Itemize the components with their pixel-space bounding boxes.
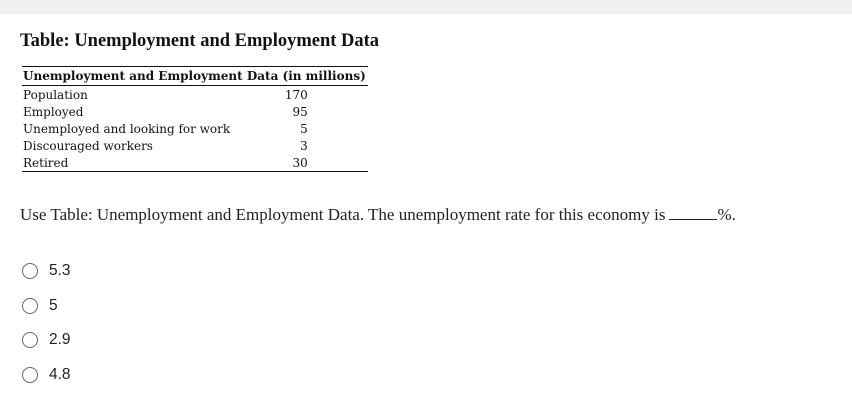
row-value: 95 xyxy=(292,104,308,119)
row-label: Unemployed and looking for work xyxy=(23,121,231,136)
row-value: 3 xyxy=(300,138,308,153)
row-label: Population xyxy=(23,87,88,102)
row-value: 30 xyxy=(269,154,368,172)
row-value: 170 xyxy=(284,87,308,102)
row-label: Retired xyxy=(22,154,269,172)
radio-button[interactable] xyxy=(22,367,38,383)
table-row xyxy=(22,86,368,104)
question-body: Use Table: Unemployment and Employment Data. The unemployment rate for this economy is xyxy=(20,205,666,224)
radio-button[interactable] xyxy=(22,263,38,279)
option-label: 4.8 xyxy=(49,365,71,383)
option-1[interactable] xyxy=(22,258,71,284)
row-label: Employed xyxy=(23,104,84,119)
table-row xyxy=(22,154,368,172)
question-text xyxy=(20,205,736,225)
top-bar xyxy=(0,0,852,14)
table-row xyxy=(22,120,368,137)
answer-blank xyxy=(669,205,717,220)
page-title: Table: Unemployment and Employment Data xyxy=(20,31,380,51)
option-4[interactable] xyxy=(22,362,71,388)
option-label: 5 xyxy=(49,296,58,314)
table-header: Unemployment and Employment Data (in millions) xyxy=(22,67,368,86)
table-row xyxy=(22,137,368,154)
radio-button[interactable] xyxy=(22,298,38,314)
answer-options xyxy=(22,258,71,396)
data-table xyxy=(22,66,368,172)
table-row xyxy=(22,103,368,120)
option-label: 5.3 xyxy=(49,262,71,279)
option-2[interactable] xyxy=(22,293,71,319)
option-3[interactable] xyxy=(22,327,71,353)
question-suffix: %. xyxy=(717,205,736,224)
row-label: Discouraged workers xyxy=(23,138,153,153)
radio-button[interactable] xyxy=(22,332,38,348)
row-value: 5 xyxy=(300,121,308,136)
option-label: 2.9 xyxy=(49,331,71,348)
